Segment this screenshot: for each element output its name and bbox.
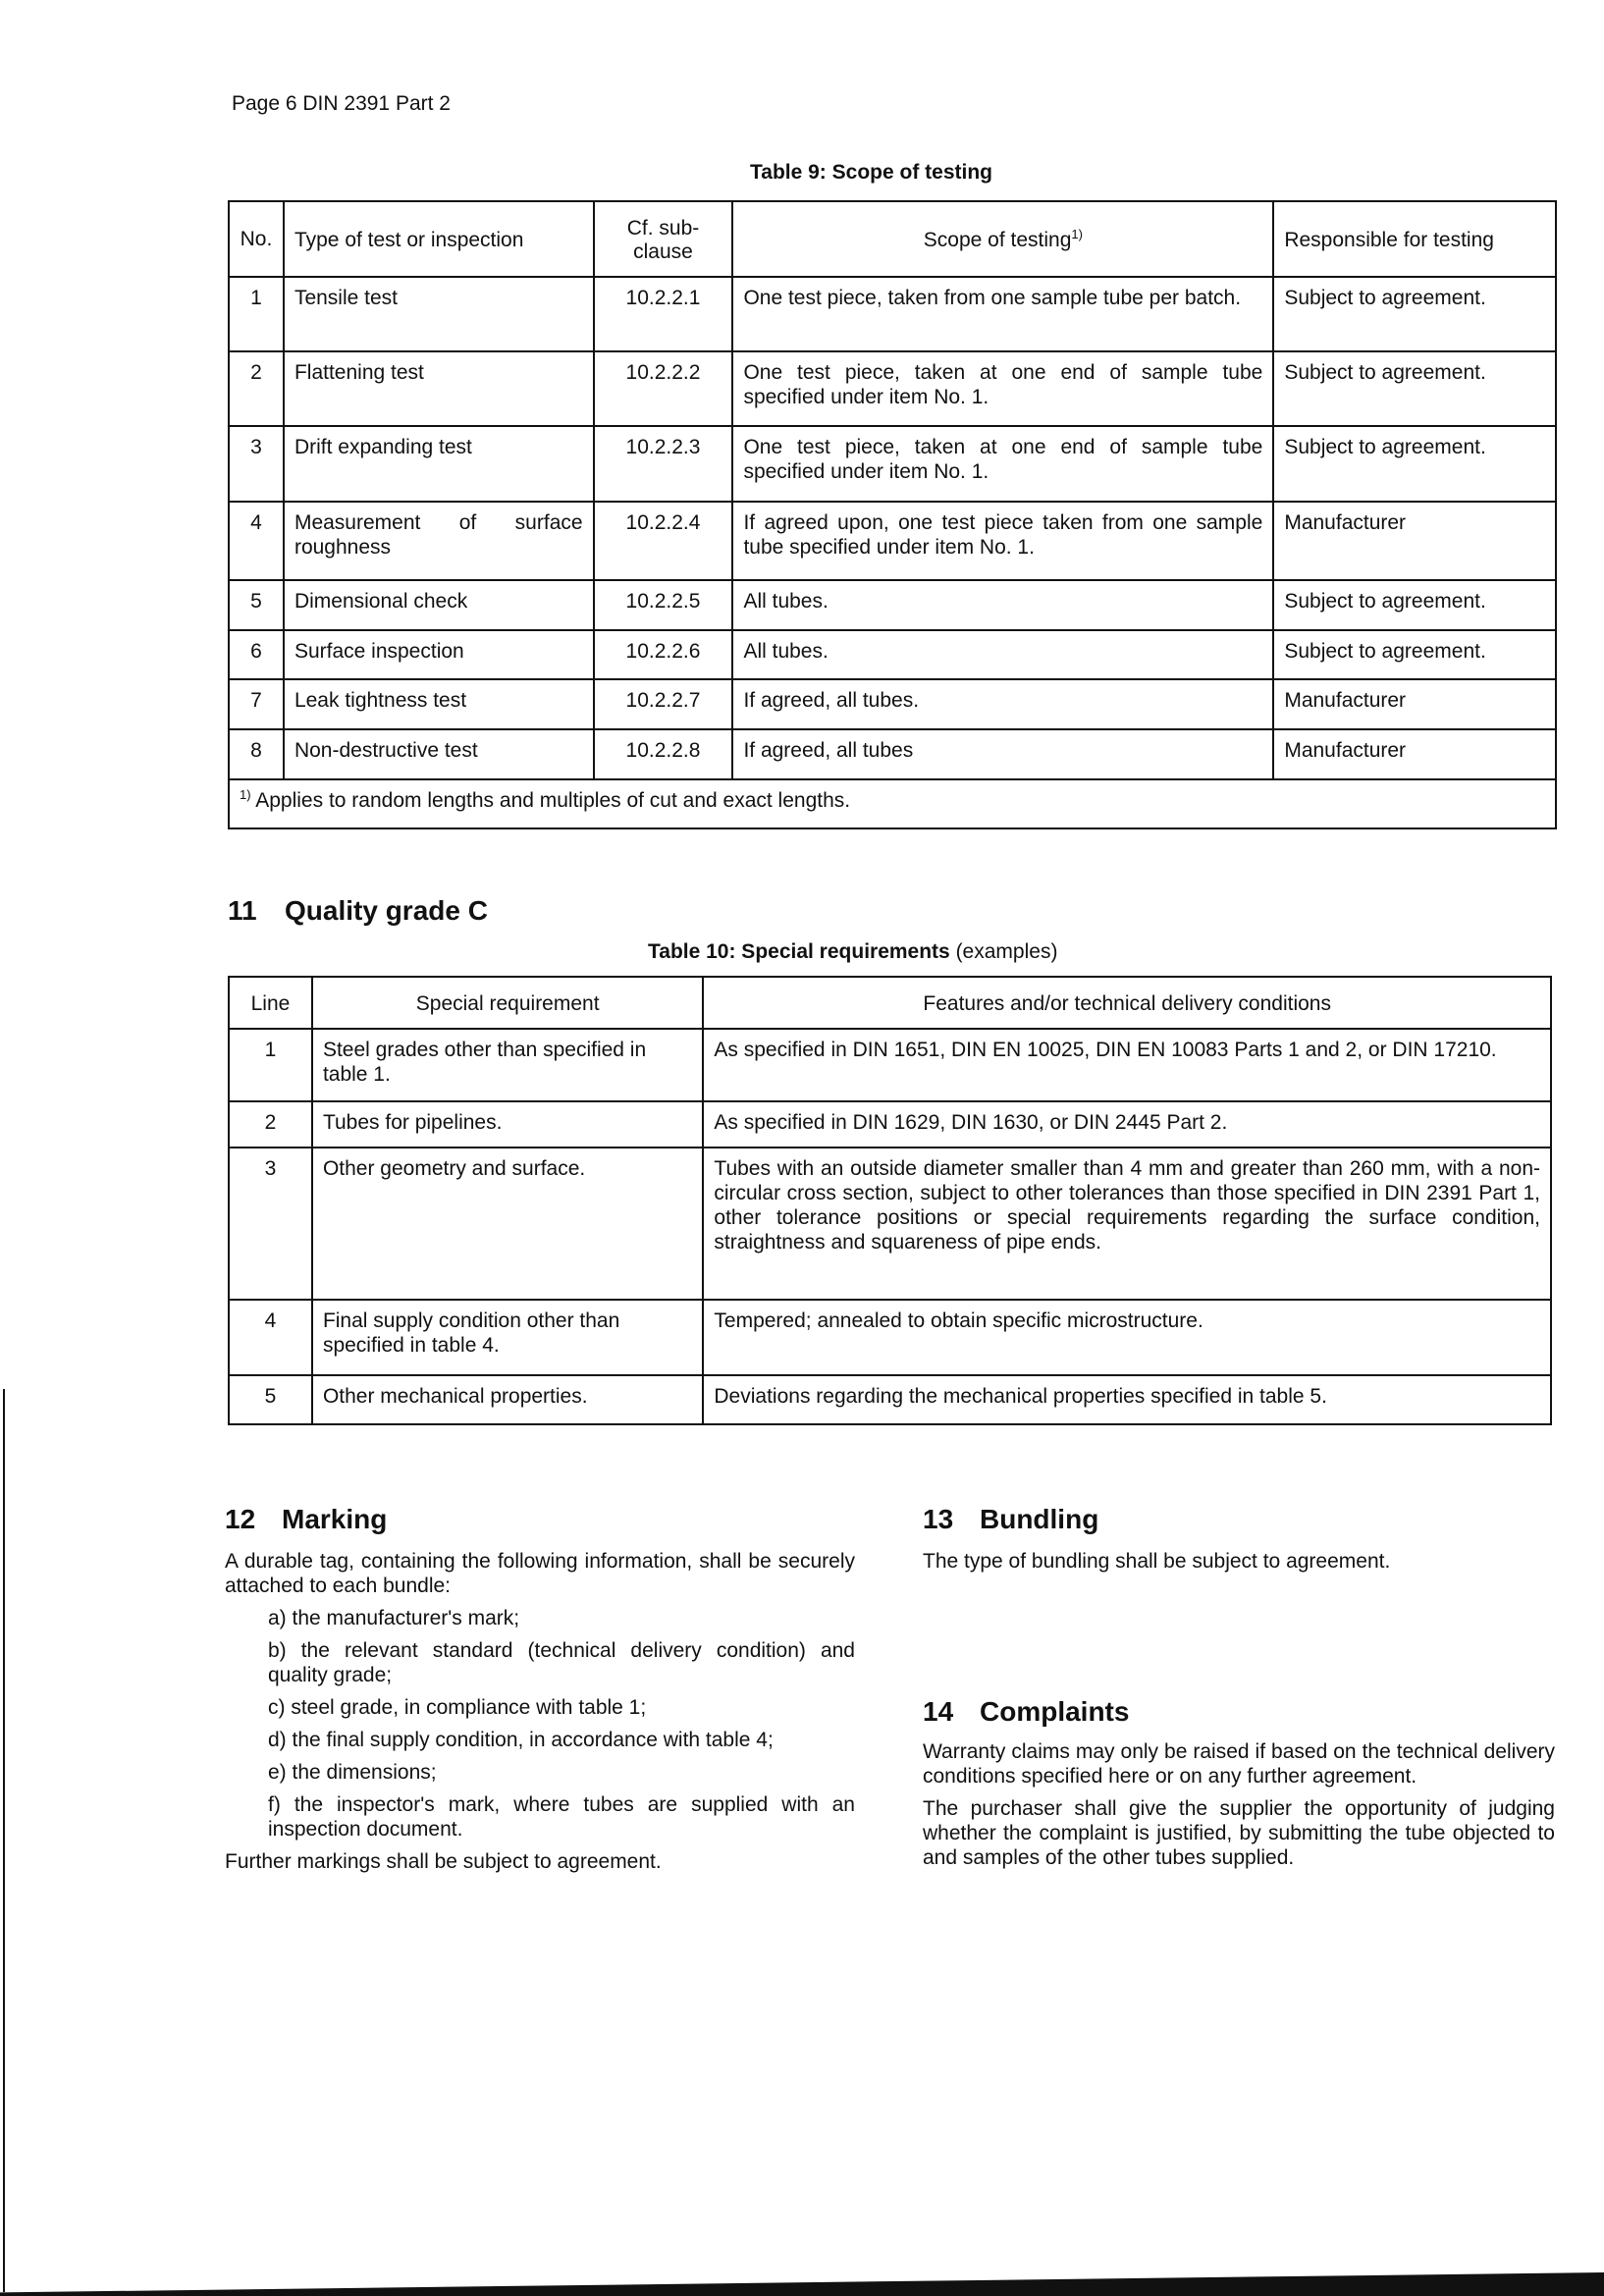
table-row — [229, 277, 1556, 351]
header-line: Line — [229, 977, 312, 1029]
cell-responsible: Subject to agreement. — [1273, 580, 1556, 630]
section-12-body — [225, 1549, 855, 1882]
cell-no: 2 — [229, 351, 284, 426]
cell-no: 7 — [229, 679, 284, 729]
cell-clause: 10.2.2.3 — [594, 426, 733, 502]
cell-no: 1 — [229, 277, 284, 351]
cell-responsible: Subject to agreement. — [1273, 630, 1556, 679]
cell-responsible: Subject to agreement. — [1273, 426, 1556, 502]
cell-features: Tempered; annealed to obtain specific microstructure. — [703, 1300, 1551, 1375]
cell-responsible: Manufacturer — [1273, 729, 1556, 779]
cell-type: Tensile test — [284, 277, 594, 351]
complaints-paragraph: The purchaser shall give the supplier the opportunity of judging whether the complaint is justified, by submitting the tube objected to and samples of the other tubes supplied. — [923, 1797, 1555, 1869]
header-no: No. — [229, 201, 284, 277]
cell-type: Surface inspection — [284, 630, 594, 679]
cell-clause: 10.2.2.4 — [594, 502, 733, 580]
table-row — [229, 502, 1556, 580]
cell-type: Dimensional check — [284, 580, 594, 630]
table10-header-row — [229, 977, 1551, 1029]
header-responsible: Responsible for testing — [1273, 201, 1556, 277]
cell-requirement: Final supply condition other than specified in table 4. — [312, 1300, 703, 1375]
cell-scope: All tubes. — [732, 580, 1273, 630]
page-header: Page 6 DIN 2391 Part 2 — [232, 92, 451, 115]
cell-clause: 10.2.2.2 — [594, 351, 733, 426]
cell-clause: 10.2.2.8 — [594, 729, 733, 779]
section-13-body — [923, 1549, 1555, 1581]
section-14-heading: 14 Complaints — [923, 1696, 1130, 1727]
list-item: d) the final supply condition, in accordance with table 4; — [268, 1729, 774, 1751]
cell-clause: 10.2.2.1 — [594, 277, 733, 351]
cell-no: 6 — [229, 630, 284, 679]
cell-scope: If agreed, all tubes — [732, 729, 1273, 779]
section-13-heading: 13 Bundling — [923, 1504, 1099, 1534]
cell-clause: 10.2.2.5 — [594, 580, 733, 630]
cell-requirement: Tubes for pipelines. — [312, 1101, 703, 1148]
cell-line: 3 — [229, 1148, 312, 1300]
header-clause: Cf. sub-clause — [594, 201, 733, 277]
scan-edge-line — [3, 1389, 5, 2292]
cell-type: Leak tightness test — [284, 679, 594, 729]
complaints-paragraph: Warranty claims may only be raised if based on the technical delivery conditions specified here or on any further agreement. — [923, 1740, 1555, 1788]
cell-scope: One test piece, taken at one end of sample tube specified under item No. 1. — [732, 351, 1273, 426]
cell-responsible: Manufacturer — [1273, 502, 1556, 580]
cell-clause: 10.2.2.7 — [594, 679, 733, 729]
cell-features: Deviations regarding the mechanical properties specified in table 5. — [703, 1375, 1551, 1424]
cell-scope: If agreed, all tubes. — [732, 679, 1273, 729]
table9-caption: Table 9: Scope of testing — [750, 161, 992, 184]
table-row — [229, 426, 1556, 502]
scan-bottom-band — [0, 2272, 1604, 2296]
cell-type: Measurement of surface roughness — [284, 502, 594, 580]
cell-no: 5 — [229, 580, 284, 630]
cell-requirement: Steel grades other than specified in table 1. — [312, 1029, 703, 1101]
table9-footnote-row — [229, 779, 1556, 828]
cell-features: Tubes with an outside diameter smaller than 4 mm and greater than 260 mm, with a non-circular cross section, subject to other tolerances than those specified in DIN 2391 Part 1, other tolerance positions or special requirements regarding the surface condition, straightness and squareness of pipe ends. — [703, 1148, 1551, 1300]
table-row — [229, 630, 1556, 679]
table-row — [229, 1300, 1551, 1375]
table-row — [229, 1375, 1551, 1424]
marking-intro: A durable tag, containing the following information, shall be securely attached to each bundle: — [225, 1550, 855, 1597]
table10 — [228, 976, 1552, 1425]
cell-no: 4 — [229, 502, 284, 580]
list-item: a) the manufacturer's mark; — [268, 1607, 520, 1629]
cell-features: As specified in DIN 1629, DIN 1630, or DIN 2445 Part 2. — [703, 1101, 1551, 1148]
cell-clause: 10.2.2.6 — [594, 630, 733, 679]
table9 — [228, 200, 1557, 829]
list-item: e) the dimensions; — [268, 1761, 437, 1784]
cell-line: 5 — [229, 1375, 312, 1424]
cell-no: 8 — [229, 729, 284, 779]
table-row — [229, 679, 1556, 729]
section-12-heading: 12 Marking — [225, 1504, 388, 1534]
table9-footnote: $^{1)}$ Applies to random lengths and multiples of cut and exact lengths. — [229, 779, 1556, 828]
list-item: b) the relevant standard (technical delivery condition) and quality grade; — [268, 1639, 855, 1686]
table-row — [229, 351, 1556, 426]
header-scope: Scope of testing$^{1)}$ — [732, 201, 1273, 277]
table-row — [229, 1101, 1551, 1148]
cell-features: As specified in DIN 1651, DIN EN 10025, DIN EN 10083 Parts 1 and 2, or DIN 17210. — [703, 1029, 1551, 1101]
marking-list — [225, 1606, 855, 1842]
cell-scope: All tubes. — [732, 630, 1273, 679]
list-item: c) steel grade, in compliance with table 1; — [268, 1696, 647, 1719]
cell-responsible: Manufacturer — [1273, 679, 1556, 729]
table-row — [229, 1029, 1551, 1101]
table10-caption: Table 10: Special requirements (examples) — [648, 940, 1058, 963]
cell-line: 4 — [229, 1300, 312, 1375]
header-requirement: Special requirement — [312, 977, 703, 1029]
marking-closing: Further markings shall be subject to agreement. — [225, 1850, 662, 1873]
header-type: Type of test or inspection — [284, 201, 594, 277]
cell-type: Flattening test — [284, 351, 594, 426]
cell-line: 1 — [229, 1029, 312, 1101]
cell-scope: If agreed upon, one test piece taken from one sample tube specified under item No. 1. — [732, 502, 1273, 580]
table-row — [229, 729, 1556, 779]
cell-scope: One test piece, taken at one end of sample tube specified under item No. 1. — [732, 426, 1273, 502]
bundling-text: The type of bundling shall be subject to agreement. — [923, 1550, 1391, 1573]
table-row — [229, 580, 1556, 630]
cell-type: Non-destructive test — [284, 729, 594, 779]
list-item: f) the inspector's mark, where tubes are supplied with an inspection document. — [268, 1793, 855, 1841]
cell-requirement: Other geometry and surface. — [312, 1148, 703, 1300]
table9-header-row — [229, 201, 1556, 277]
table-row — [229, 1148, 1551, 1300]
cell-responsible: Subject to agreement. — [1273, 277, 1556, 351]
cell-requirement: Other mechanical properties. — [312, 1375, 703, 1424]
section-14-body — [923, 1739, 1555, 1878]
cell-no: 3 — [229, 426, 284, 502]
cell-scope: One test piece, taken from one sample tube per batch. — [732, 277, 1273, 351]
header-features: Features and/or technical delivery conditions — [703, 977, 1551, 1029]
section-11-heading: 11 Quality grade C — [228, 895, 488, 926]
cell-line: 2 — [229, 1101, 312, 1148]
cell-type: Drift expanding test — [284, 426, 594, 502]
cell-responsible: Subject to agreement. — [1273, 351, 1556, 426]
